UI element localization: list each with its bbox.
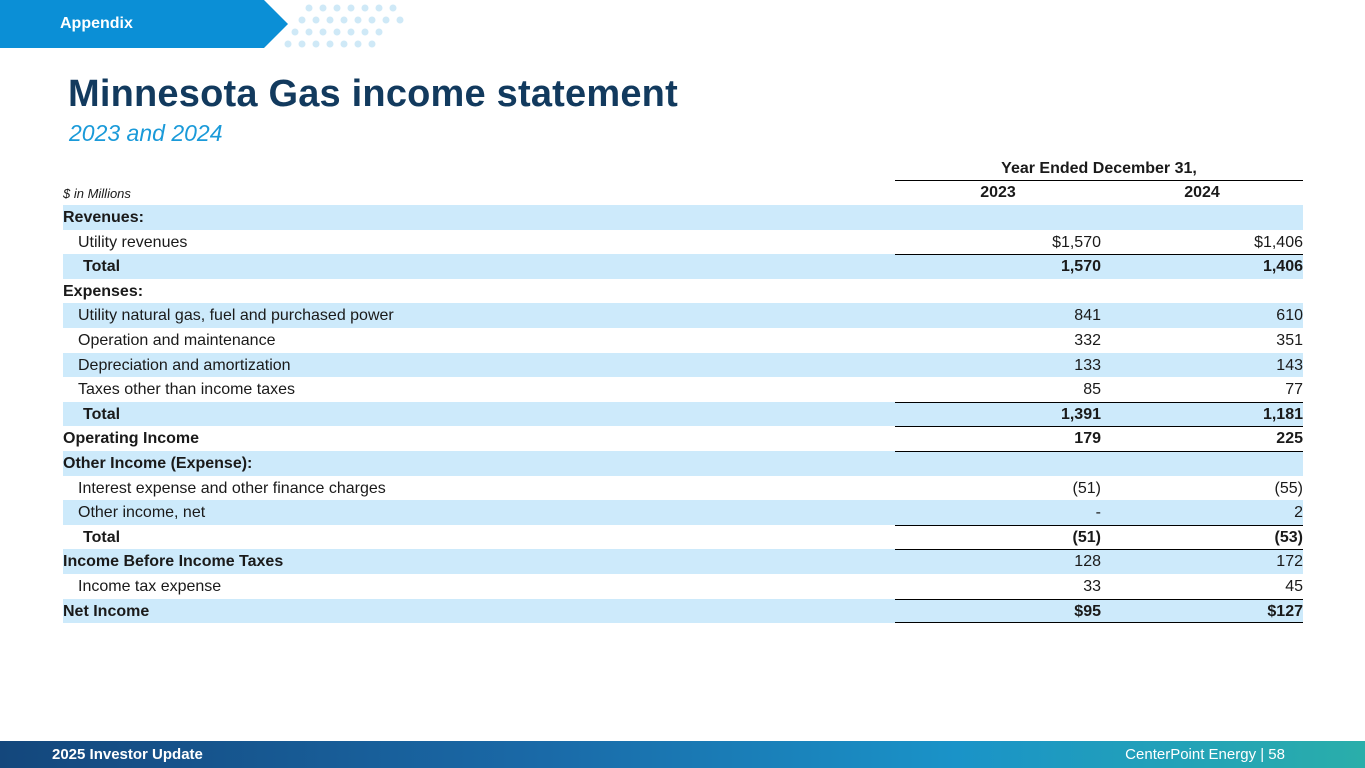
footer-bar bbox=[0, 741, 1365, 768]
row-label: Net Income bbox=[63, 602, 150, 620]
row-label: Taxes other than income taxes bbox=[78, 381, 296, 399]
value-2024: 77 bbox=[1285, 381, 1303, 399]
value-2023: - bbox=[1095, 504, 1101, 522]
appendix-label: Appendix bbox=[60, 15, 133, 32]
row-label: Depreciation and amortization bbox=[78, 356, 291, 374]
value-2024: $127 bbox=[1267, 602, 1303, 620]
table-row bbox=[63, 549, 1303, 574]
value-2024: (55) bbox=[1274, 479, 1303, 497]
total-rule bbox=[895, 451, 1303, 452]
total-rule bbox=[895, 599, 1303, 600]
value-2023: 1,570 bbox=[1060, 258, 1101, 276]
page-subtitle: 2023 and 2024 bbox=[69, 120, 223, 146]
value-2024: 143 bbox=[1276, 356, 1303, 374]
row-label: Total bbox=[83, 258, 121, 276]
value-2023: 133 bbox=[1074, 356, 1101, 374]
table-row bbox=[63, 574, 1303, 599]
value-2023: (51) bbox=[1072, 479, 1101, 497]
appendix-tab bbox=[0, 0, 288, 48]
table-row bbox=[63, 500, 1303, 525]
table-row bbox=[63, 328, 1303, 353]
total-rule bbox=[895, 254, 1303, 255]
period-header-label: Year Ended December 31, bbox=[1001, 160, 1197, 177]
value-2023: (51) bbox=[1072, 528, 1101, 546]
row-label: Revenues: bbox=[63, 209, 144, 226]
row-label: Total bbox=[83, 405, 121, 423]
value-2024: 45 bbox=[1285, 577, 1303, 595]
value-2024: 1,181 bbox=[1262, 405, 1303, 423]
table-row bbox=[63, 451, 1303, 476]
decorative-dots bbox=[280, 0, 410, 52]
year-header bbox=[63, 181, 1303, 205]
period-header bbox=[63, 156, 1303, 181]
income-statement-table bbox=[63, 156, 1303, 623]
row-label: Operation and maintenance bbox=[78, 331, 276, 349]
value-2023: 1,391 bbox=[1060, 405, 1101, 423]
net-income-rule bbox=[895, 622, 1303, 623]
row-label: Total bbox=[83, 528, 121, 546]
value-2023: 179 bbox=[1074, 430, 1101, 448]
table-row bbox=[63, 205, 1303, 230]
value-2023: 332 bbox=[1074, 331, 1101, 349]
value-2024: 1,406 bbox=[1262, 258, 1303, 276]
row-label: Income Before Income Taxes bbox=[63, 553, 284, 571]
value-2023: 128 bbox=[1074, 553, 1101, 571]
row-label: Income tax expense bbox=[78, 577, 222, 595]
row-label: Operating Income bbox=[63, 430, 200, 448]
total-rule bbox=[895, 426, 1303, 427]
footer-event-label: 2025 Investor Update bbox=[52, 746, 203, 763]
row-label: Other income, net bbox=[78, 504, 206, 522]
total-rule bbox=[895, 402, 1303, 403]
table-row bbox=[63, 525, 1303, 550]
row-label: Expenses: bbox=[63, 282, 144, 300]
table-row bbox=[63, 254, 1303, 279]
units-label: $ in Millions bbox=[63, 186, 131, 201]
table-row bbox=[63, 353, 1303, 378]
year-2024-header: 2024 bbox=[1184, 184, 1220, 201]
page-title: Minnesota Gas income statement bbox=[68, 73, 678, 115]
value-2024: 351 bbox=[1276, 331, 1303, 349]
value-2024: 610 bbox=[1276, 307, 1303, 325]
row-label: Other Income (Expense): bbox=[63, 454, 253, 472]
table-row bbox=[63, 402, 1303, 427]
value-2024: 225 bbox=[1276, 430, 1303, 448]
value-2023: $1,570 bbox=[1052, 233, 1101, 251]
value-2023: 85 bbox=[1083, 381, 1101, 399]
footer-page-label: CenterPoint Energy | 58 bbox=[1125, 746, 1285, 763]
table-row bbox=[63, 279, 1303, 304]
table-row bbox=[63, 377, 1303, 402]
value-2024: $1,406 bbox=[1254, 233, 1303, 251]
table-row bbox=[63, 476, 1303, 501]
value-2024: 2 bbox=[1294, 504, 1303, 522]
table-row bbox=[63, 303, 1303, 328]
table-row bbox=[63, 426, 1303, 451]
table-row bbox=[63, 230, 1303, 255]
value-2023: 33 bbox=[1083, 577, 1101, 595]
total-rule bbox=[895, 525, 1303, 526]
row-label: Utility natural gas, fuel and purchased power bbox=[78, 307, 394, 325]
value-2024: 172 bbox=[1276, 553, 1303, 571]
table-row bbox=[63, 599, 1303, 624]
row-label: Utility revenues bbox=[78, 233, 188, 251]
year-2023-header: 2023 bbox=[980, 184, 1016, 201]
value-2023: $95 bbox=[1074, 602, 1101, 620]
value-2024: (53) bbox=[1274, 528, 1303, 546]
total-rule bbox=[895, 549, 1303, 550]
value-2023: 841 bbox=[1074, 307, 1101, 325]
row-label: Interest expense and other finance charges bbox=[78, 479, 386, 497]
